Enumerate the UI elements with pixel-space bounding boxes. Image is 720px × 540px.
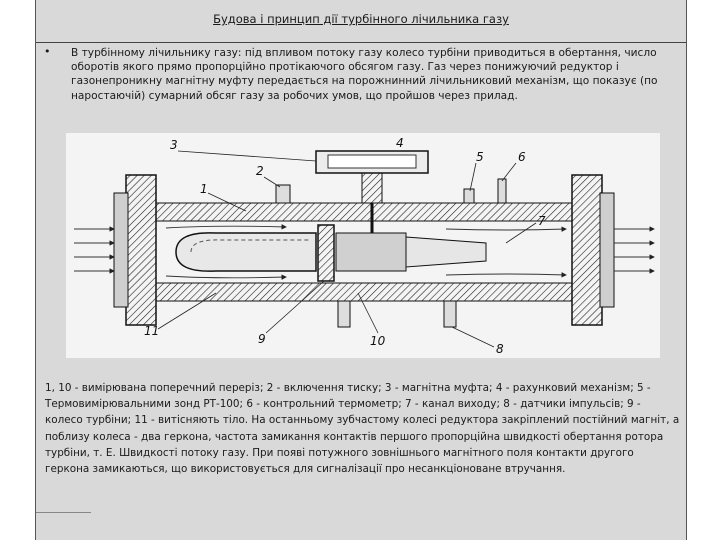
callout-9: 9 <box>258 332 266 346</box>
callout-7: 7 <box>538 214 546 228</box>
intro-paragraph: В турбінному лічильнику газу: під впливом потоку газу колесо турбіни приводиться в обертання, число оборотів якого прямо пропорційно протікаючого обсягом газу. Газ через понижуючий редуктор і газонепроникну магнітну муфту передається на порожнинний лічильниковий механізм, що показує (по наростаючій) сумарний обсяг газу за робочих умов, що пройшов через прилад. <box>71 47 658 102</box>
turbine-meter-diagram <box>66 133 660 358</box>
turbine-wheel <box>318 225 334 281</box>
callout-3: 3 <box>170 138 178 152</box>
footer-divider <box>36 512 91 513</box>
title-divider <box>36 42 686 43</box>
right-flange <box>572 175 602 325</box>
displacement-body <box>176 233 316 271</box>
pipe-wall-top <box>156 203 572 221</box>
pulse-sensor-a <box>338 301 350 327</box>
pipe-wall-bottom <box>156 283 572 301</box>
left-flange <box>126 175 156 325</box>
callout-1: 1 <box>200 182 208 196</box>
slide-title: Будова і принцип дії турбінного лічильника газу <box>213 12 509 26</box>
temperature-probe <box>464 189 474 203</box>
callout-6: 6 <box>518 150 526 164</box>
control-thermometer <box>498 179 506 203</box>
callout-4: 4 <box>396 136 404 150</box>
callout-11: 11 <box>144 324 160 338</box>
callout-8: 8 <box>496 342 504 356</box>
turbine-meter-drawing <box>66 133 660 358</box>
callout-10: 10 <box>370 334 386 348</box>
callout-5: 5 <box>476 150 484 164</box>
callout-2: 2 <box>256 164 264 178</box>
slide <box>35 0 687 540</box>
bullet-marker: • <box>44 45 51 58</box>
pressure-tap <box>276 185 290 203</box>
pulse-sensor-b <box>444 301 456 327</box>
figure-caption: 1, 10 - вимірювана поперечний переріз; 2 - включення тиску; 3 - магнітна муфта; 4 - рахунковий механізм; 5 - Термовимірювальними зонд РТ-100; 6 - контрольний термометр; 7 - канал виходу; 8 - датчики імпульсів; 9 - колесо турбіни; 11 - витісняють тіло. На останньому зубчастому колесі редуктора закріплений постійний магніт, а поблизу колеса - два геркона, частота замикання контактів першого пропорційна швидкості обертання ротора турбіни, т. Е. Швидкості потоку газу. При появі потужного зовнішнього магнітного поля контакти другого геркона замикаються, що використовується для сигналізації про несанкціоноване втручання. <box>45 382 680 476</box>
